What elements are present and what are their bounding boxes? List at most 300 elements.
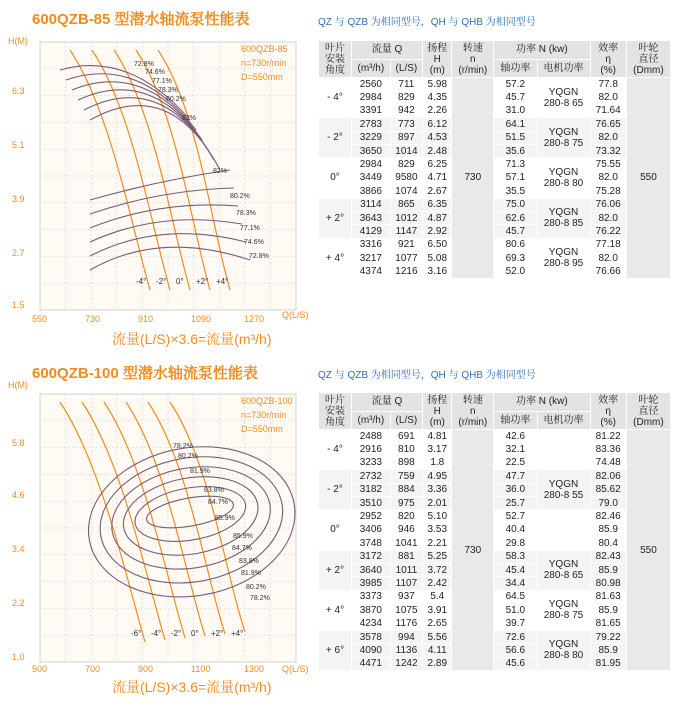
eff-cell: 76.06 bbox=[590, 198, 626, 211]
flow-ls-cell: 1074 bbox=[390, 185, 422, 198]
flow-ls-cell: 881 bbox=[390, 550, 422, 563]
head-cell: 2.89 bbox=[423, 657, 452, 670]
head-cell: 6.50 bbox=[423, 238, 452, 251]
formula: 流量(L/S)×3.6=流量(m³/h) bbox=[112, 331, 272, 347]
col-flow: 流量 Q bbox=[352, 393, 423, 412]
x-tick: 550 bbox=[32, 314, 48, 324]
eff-cell: 85.9 bbox=[590, 644, 626, 657]
col-shaft-power: 轴功率 bbox=[494, 59, 537, 78]
shaft-power-cell: 45.7 bbox=[494, 91, 537, 104]
angle-cell: - 4° bbox=[319, 430, 352, 470]
efficiency-label: 80.2% bbox=[230, 193, 250, 200]
flow-ls-cell: 820 bbox=[390, 510, 422, 523]
angle-cell: + 2° bbox=[319, 198, 352, 238]
eff-cell: 76.22 bbox=[590, 225, 626, 238]
flow-m3-cell: 3373 bbox=[352, 590, 391, 603]
head-cell: 2.48 bbox=[423, 144, 452, 157]
flow-m3-cell: 3643 bbox=[352, 211, 391, 224]
head-cell: 4.95 bbox=[423, 470, 452, 483]
motor-power-cell: YQGN 280-8 95 bbox=[537, 238, 590, 278]
flow-ls-cell: 773 bbox=[390, 118, 422, 131]
flow-ls-cell: 711 bbox=[390, 78, 422, 91]
table-row bbox=[319, 144, 671, 157]
head-cell: 2.21 bbox=[423, 537, 452, 550]
info-model: 600QZB-85 bbox=[241, 44, 288, 54]
head-cell: 4.35 bbox=[423, 91, 452, 104]
col-flow-ls: (L/S) bbox=[390, 411, 422, 430]
efficiency-label: 85.9% bbox=[233, 533, 253, 540]
efficiency-label: 82% bbox=[182, 115, 197, 122]
table-row bbox=[319, 617, 671, 630]
head-cell: 3.72 bbox=[423, 563, 452, 576]
shaft-power-cell: 34.4 bbox=[494, 577, 537, 590]
col-speed: 转速 n (r/min) bbox=[452, 393, 494, 430]
shaft-power-cell: 32.1 bbox=[494, 443, 537, 456]
speed-cell: 730 bbox=[452, 430, 494, 671]
eff-cell: 82.43 bbox=[590, 550, 626, 563]
efficiency-label: 80.2% bbox=[178, 453, 198, 460]
motor-power-cell: YQGN 280-8 55 bbox=[537, 470, 590, 510]
head-cell: 2.65 bbox=[423, 617, 452, 630]
motor-power-cell bbox=[537, 430, 590, 470]
head-cell: 3.53 bbox=[423, 523, 452, 536]
flow-ls-cell: 9580 bbox=[390, 171, 422, 184]
flow-ls-cell: 1041 bbox=[390, 537, 422, 550]
eff-cell: 79.22 bbox=[590, 630, 626, 643]
flow-ls-cell: 1216 bbox=[390, 265, 422, 278]
efficiency-label: 78.3% bbox=[236, 210, 256, 217]
table-row bbox=[319, 456, 671, 469]
shaft-power-cell: 51.0 bbox=[494, 604, 537, 617]
col-head: 扬程 H (m) bbox=[423, 41, 452, 78]
flow-ls-cell: 691 bbox=[390, 430, 422, 443]
motor-power-cell: YQGN 280-8 75 bbox=[537, 590, 590, 630]
angle-cell: + 6° bbox=[319, 630, 352, 670]
flow-ls-cell: 865 bbox=[390, 198, 422, 211]
motor-power-cell: YQGN 280-8 75 bbox=[537, 118, 590, 158]
motor-power-cell: YQGN 280-8 85 bbox=[537, 198, 590, 238]
table-row bbox=[319, 563, 671, 576]
x-axis-label: Q(L/S) bbox=[282, 310, 309, 320]
col-flow-m3: (m³/h) bbox=[352, 411, 391, 430]
flow-m3-cell: 3650 bbox=[352, 144, 391, 157]
angle-label: -4° bbox=[136, 277, 147, 286]
shaft-power-cell: 29.8 bbox=[494, 537, 537, 550]
shaft-power-cell: 47.7 bbox=[494, 470, 537, 483]
efficiency-label: 77.1% bbox=[152, 78, 172, 85]
flow-m3-cell: 3406 bbox=[352, 523, 391, 536]
angle-label: +4° bbox=[231, 629, 244, 638]
speed-cell: 730 bbox=[452, 78, 494, 279]
head-cell: 3.36 bbox=[423, 483, 452, 496]
flow-m3-cell: 4090 bbox=[352, 644, 391, 657]
angle-cell: 0° bbox=[319, 510, 352, 550]
angle-label: -2° bbox=[156, 277, 167, 286]
shaft-power-cell: 69.3 bbox=[494, 252, 537, 265]
eff-cell: 80.98 bbox=[590, 577, 626, 590]
x-tick: 1300 bbox=[244, 664, 265, 674]
efficiency-label: 74.6% bbox=[244, 239, 264, 246]
flow-m3-cell: 2488 bbox=[352, 430, 391, 443]
col-power: 功率 N (kw) bbox=[494, 41, 590, 60]
flow-m3-cell: 4129 bbox=[352, 225, 391, 238]
head-cell: 6.35 bbox=[423, 198, 452, 211]
table-row bbox=[319, 131, 671, 144]
flow-m3-cell: 3870 bbox=[352, 604, 391, 617]
flow-ls-cell: 1012 bbox=[390, 211, 422, 224]
motor-power-cell bbox=[537, 510, 590, 550]
angle-cell: - 4° bbox=[319, 78, 352, 118]
eff-cell: 85.9 bbox=[590, 523, 626, 536]
head-cell: 4.87 bbox=[423, 211, 452, 224]
info-diameter: D=550mm bbox=[241, 424, 283, 434]
head-cell: 5.4 bbox=[423, 590, 452, 603]
head-cell: 4.11 bbox=[423, 644, 452, 657]
info-diameter: D=550mm bbox=[241, 72, 283, 82]
y-axis-label: H(M) bbox=[8, 36, 28, 46]
head-cell: 3.91 bbox=[423, 604, 452, 617]
table-row bbox=[319, 211, 671, 224]
head-cell: 5.10 bbox=[423, 510, 452, 523]
impeller-cell: 550 bbox=[626, 430, 670, 671]
eff-cell: 82.0 bbox=[590, 171, 626, 184]
flow-m3-cell: 3510 bbox=[352, 496, 391, 509]
head-cell: 1.8 bbox=[423, 456, 452, 469]
table-row bbox=[319, 118, 671, 131]
eff-cell: 79.0 bbox=[590, 496, 626, 509]
table-row bbox=[319, 470, 671, 483]
shaft-power-cell: 75.0 bbox=[494, 198, 537, 211]
flow-m3-cell: 2916 bbox=[352, 443, 391, 456]
flow-m3-cell: 3748 bbox=[352, 537, 391, 550]
flow-ls-cell: 1014 bbox=[390, 144, 422, 157]
col-motor-power: 电机功率 bbox=[537, 411, 590, 430]
col-head: 扬程 H (m) bbox=[423, 393, 452, 430]
head-cell: 4.81 bbox=[423, 430, 452, 443]
flow-m3-cell: 3578 bbox=[352, 630, 391, 643]
shaft-power-cell: 64.1 bbox=[494, 118, 537, 131]
flow-m3-cell: 3866 bbox=[352, 185, 391, 198]
efficiency-label: 80.2% bbox=[166, 96, 186, 103]
flow-m3-cell: 4234 bbox=[352, 617, 391, 630]
eff-cell: 85.62 bbox=[590, 483, 626, 496]
flow-m3-cell: 2732 bbox=[352, 470, 391, 483]
chart2-note: QZ 与 QZB 为相同型号，QH 与 QHB 为相同型号 bbox=[318, 370, 536, 381]
col-eff: 效率 η (%) bbox=[590, 41, 626, 78]
efficiency-label: 80.2% bbox=[246, 584, 266, 591]
shaft-power-cell: 80.6 bbox=[494, 238, 537, 251]
col-impeller: 叶轮 直径 (Dmm) bbox=[626, 393, 670, 430]
formula: 流量(L/S)×3.6=流量(m³/h) bbox=[112, 679, 272, 695]
angle-label: -2° bbox=[171, 629, 182, 638]
x-tick: 900 bbox=[138, 664, 154, 674]
head-cell: 4.53 bbox=[423, 131, 452, 144]
col-flow-m3: (m³/h) bbox=[352, 59, 391, 78]
y-tick: 1.5 bbox=[12, 300, 25, 310]
eff-cell: 71.64 bbox=[590, 104, 626, 117]
eff-cell: 74.48 bbox=[590, 456, 626, 469]
head-cell: 2.92 bbox=[423, 225, 452, 238]
table-row bbox=[319, 104, 671, 117]
y-tick: 6.3 bbox=[12, 86, 25, 96]
head-cell: 3.17 bbox=[423, 443, 452, 456]
head-cell: 2.42 bbox=[423, 577, 452, 590]
efficiency-label: 78.2% bbox=[250, 595, 270, 602]
efficiency-label: 83.8% bbox=[204, 487, 224, 494]
flow-m3-cell: 2984 bbox=[352, 91, 391, 104]
eff-cell: 82.0 bbox=[590, 91, 626, 104]
x-tick: 1090 bbox=[191, 314, 212, 324]
table-row bbox=[319, 252, 671, 265]
flow-ls-cell: 942 bbox=[390, 104, 422, 117]
head-cell: 6.25 bbox=[423, 158, 452, 171]
table-row bbox=[319, 78, 671, 91]
table-row bbox=[319, 590, 671, 603]
y-tick: 5.8 bbox=[12, 438, 25, 448]
y-tick: 5.1 bbox=[12, 140, 25, 150]
flow-m3-cell: 3391 bbox=[352, 104, 391, 117]
x-tick: 1100 bbox=[191, 664, 211, 674]
table-row bbox=[319, 604, 671, 617]
chart2-title: 600QZB-100 型潜水轴流泵性能表 bbox=[32, 365, 258, 382]
flow-ls-cell: 829 bbox=[390, 91, 422, 104]
flow-ls-cell: 884 bbox=[390, 483, 422, 496]
col-impeller: 叶轮 直径 (Dmm) bbox=[626, 41, 670, 78]
shaft-power-cell: 35.6 bbox=[494, 144, 537, 157]
x-tick: 500 bbox=[32, 664, 48, 674]
eff-cell: 77.18 bbox=[590, 238, 626, 251]
eff-cell: 76.66 bbox=[590, 265, 626, 278]
efficiency-label: 81.9% bbox=[190, 468, 210, 475]
col-angle bbox=[319, 41, 352, 78]
efficiency-label: 81.9% bbox=[241, 570, 261, 577]
table-row bbox=[319, 158, 671, 171]
flow-m3-cell: 4374 bbox=[352, 265, 391, 278]
shaft-power-cell: 71.3 bbox=[494, 158, 537, 171]
flow-m3-cell: 3316 bbox=[352, 238, 391, 251]
head-cell: 6.12 bbox=[423, 118, 452, 131]
eff-cell: 82.46 bbox=[590, 510, 626, 523]
eff-cell: 82.06 bbox=[590, 470, 626, 483]
flow-m3-cell: 2560 bbox=[352, 78, 391, 91]
eff-cell: 75.28 bbox=[590, 185, 626, 198]
info-model: 600QZB-100 bbox=[241, 396, 293, 406]
shaft-power-cell: 72.6 bbox=[494, 630, 537, 643]
col-motor-power: 电机功率 bbox=[537, 59, 590, 78]
eff-cell: 77.8 bbox=[590, 78, 626, 91]
head-cell: 2.67 bbox=[423, 185, 452, 198]
x-tick: 730 bbox=[85, 314, 101, 324]
angle-cell: + 2° bbox=[319, 550, 352, 590]
shaft-power-cell: 57.2 bbox=[494, 78, 537, 91]
col-angle bbox=[319, 393, 352, 430]
flow-ls-cell: 1107 bbox=[390, 577, 422, 590]
eff-cell: 75.55 bbox=[590, 158, 626, 171]
table-row bbox=[319, 577, 671, 590]
flow-ls-cell: 937 bbox=[390, 590, 422, 603]
col-flow-ls: (L/S) bbox=[390, 59, 422, 78]
table-row bbox=[319, 443, 671, 456]
efficiency-label: 83.8% bbox=[239, 558, 259, 565]
hdr-angle: 叶片 安装 角度 bbox=[325, 394, 345, 428]
angle-label: +2° bbox=[211, 629, 224, 638]
flow-m3-cell: 2984 bbox=[352, 158, 391, 171]
eff-cell: 85.9 bbox=[590, 563, 626, 576]
efficiency-label: 85.9% bbox=[215, 515, 235, 522]
flow-m3-cell: 3233 bbox=[352, 456, 391, 469]
flow-m3-cell: 4471 bbox=[352, 657, 391, 670]
shaft-power-cell: 45.4 bbox=[494, 563, 537, 576]
flow-m3-cell: 3114 bbox=[352, 198, 391, 211]
eff-cell: 85.9 bbox=[590, 604, 626, 617]
shaft-power-cell: 57.1 bbox=[494, 171, 537, 184]
head-cell: 5.98 bbox=[423, 78, 452, 91]
table-row bbox=[319, 265, 671, 278]
y-tick: 3.4 bbox=[12, 544, 25, 554]
flow-ls-cell: 898 bbox=[390, 456, 422, 469]
col-power: 功率 N (kw) bbox=[494, 393, 590, 412]
flow-ls-cell: 1011 bbox=[390, 563, 422, 576]
table-row bbox=[319, 523, 671, 536]
efficiency-label: 77.1% bbox=[240, 225, 260, 232]
eff-cell: 81.65 bbox=[590, 617, 626, 630]
x-tick: 1270 bbox=[244, 314, 265, 324]
angle-label: +4° bbox=[216, 277, 229, 286]
efficiency-label: 72.8% bbox=[249, 253, 269, 260]
angle-cell: + 4° bbox=[319, 590, 352, 630]
shaft-power-cell: 35.5 bbox=[494, 185, 537, 198]
eff-cell: 81.63 bbox=[590, 590, 626, 603]
y-tick: 4.6 bbox=[12, 490, 25, 500]
shaft-power-cell: 45.6 bbox=[494, 657, 537, 670]
table-row bbox=[319, 171, 671, 184]
head-cell: 2.26 bbox=[423, 104, 452, 117]
angle-label: -4° bbox=[151, 629, 162, 638]
head-cell: 5.56 bbox=[423, 630, 452, 643]
table-row bbox=[319, 496, 671, 509]
flow-ls-cell: 810 bbox=[390, 443, 422, 456]
head-cell: 2.01 bbox=[423, 496, 452, 509]
flow-ls-cell: 921 bbox=[390, 238, 422, 251]
table-row bbox=[319, 510, 671, 523]
shaft-power-cell: 31.0 bbox=[494, 104, 537, 117]
eff-cell: 82.0 bbox=[590, 131, 626, 144]
y-axis-label: H(M) bbox=[8, 380, 28, 390]
table-row bbox=[319, 644, 671, 657]
flow-ls-cell: 1075 bbox=[390, 604, 422, 617]
motor-power-cell: YQGN 280-8 80 bbox=[537, 158, 590, 198]
head-cell: 5.08 bbox=[423, 252, 452, 265]
table2 bbox=[318, 392, 671, 671]
shaft-power-cell: 22.5 bbox=[494, 456, 537, 469]
angle-cell: - 2° bbox=[319, 118, 352, 158]
x-tick: 910 bbox=[138, 314, 154, 324]
shaft-power-cell: 52.0 bbox=[494, 265, 537, 278]
y-tick: 3.9 bbox=[12, 194, 25, 204]
head-cell: 4.71 bbox=[423, 171, 452, 184]
eff-cell: 81.95 bbox=[590, 657, 626, 670]
shaft-power-cell: 52.7 bbox=[494, 510, 537, 523]
efficiency-label: 78.3% bbox=[158, 87, 178, 94]
col-speed: 转速 n (r/min) bbox=[452, 41, 494, 78]
efficiency-label: 72.8% bbox=[134, 61, 154, 68]
flow-m3-cell: 3172 bbox=[352, 550, 391, 563]
efficiency-label: 84.7% bbox=[208, 499, 228, 506]
eff-cell: 83.36 bbox=[590, 443, 626, 456]
info-speed: n=730r/min bbox=[241, 58, 287, 68]
shaft-power-cell: 39.7 bbox=[494, 617, 537, 630]
flow-m3-cell: 3449 bbox=[352, 171, 391, 184]
flow-m3-cell: 3985 bbox=[352, 577, 391, 590]
angle-label: 0° bbox=[191, 629, 199, 638]
efficiency-label: 84.7% bbox=[232, 545, 252, 552]
shaft-power-cell: 56.6 bbox=[494, 644, 537, 657]
col-eff: 效率 η (%) bbox=[590, 393, 626, 430]
eff-cell: 76.65 bbox=[590, 118, 626, 131]
chart1-title: 600QZB-85 型潜水轴流泵性能表 bbox=[32, 11, 250, 28]
x-axis-label: Q(L/S) bbox=[282, 664, 309, 674]
flow-m3-cell: 2783 bbox=[352, 118, 391, 131]
head-cell: 5.25 bbox=[423, 550, 452, 563]
chart1-note: QZ 与 QZB 为相同型号，QH 与 QHB 为相同型号 bbox=[318, 17, 536, 28]
flow-m3-cell: 2952 bbox=[352, 510, 391, 523]
col-flow: 流量 Q bbox=[352, 41, 423, 60]
eff-cell: 82.0 bbox=[590, 211, 626, 224]
head-cell: 3.16 bbox=[423, 265, 452, 278]
motor-power-cell: YQGN 280-8 65 bbox=[537, 78, 590, 118]
angle-label: 0° bbox=[176, 277, 184, 286]
y-tick: 1.0 bbox=[12, 652, 25, 662]
flow-ls-cell: 994 bbox=[390, 630, 422, 643]
angle-cell: + 4° bbox=[319, 238, 352, 278]
efficiency-label: 74.6% bbox=[145, 69, 165, 76]
table-row bbox=[319, 657, 671, 670]
flow-ls-cell: 1136 bbox=[390, 644, 422, 657]
col-shaft-power: 轴功率 bbox=[494, 411, 537, 430]
flow-ls-cell: 897 bbox=[390, 131, 422, 144]
impeller-cell: 550 bbox=[626, 78, 670, 279]
table-row bbox=[319, 430, 671, 443]
motor-power-cell: YQGN 280-8 80 bbox=[537, 630, 590, 670]
efficiency-label: 78.2% bbox=[173, 443, 193, 450]
table-row bbox=[319, 225, 671, 238]
motor-power-cell: YQGN 280-8 65 bbox=[537, 550, 590, 590]
flow-m3-cell: 3217 bbox=[352, 252, 391, 265]
table-row bbox=[319, 483, 671, 496]
shaft-power-cell: 51.5 bbox=[494, 131, 537, 144]
table-row bbox=[319, 550, 671, 563]
angle-cell: 0° bbox=[319, 158, 352, 198]
x-tick: 700 bbox=[85, 664, 101, 674]
flow-ls-cell: 1147 bbox=[390, 225, 422, 238]
table-row bbox=[319, 238, 671, 251]
flow-ls-cell: 975 bbox=[390, 496, 422, 509]
y-tick: 2.7 bbox=[12, 248, 25, 258]
shaft-power-cell: 62.6 bbox=[494, 211, 537, 224]
eff-cell: 82.0 bbox=[590, 252, 626, 265]
hdr-angle: 叶片 安装 角度 bbox=[325, 42, 345, 76]
angle-label: +2° bbox=[196, 277, 209, 286]
table-row bbox=[319, 91, 671, 104]
shaft-power-cell: 45.7 bbox=[494, 225, 537, 238]
flow-m3-cell: 3182 bbox=[352, 483, 391, 496]
table-row bbox=[319, 537, 671, 550]
table-row bbox=[319, 198, 671, 211]
info-speed: n=730r/min bbox=[241, 410, 287, 420]
shaft-power-cell: 25.7 bbox=[494, 496, 537, 509]
shaft-power-cell: 58.3 bbox=[494, 550, 537, 563]
chart1-plot bbox=[0, 30, 316, 346]
